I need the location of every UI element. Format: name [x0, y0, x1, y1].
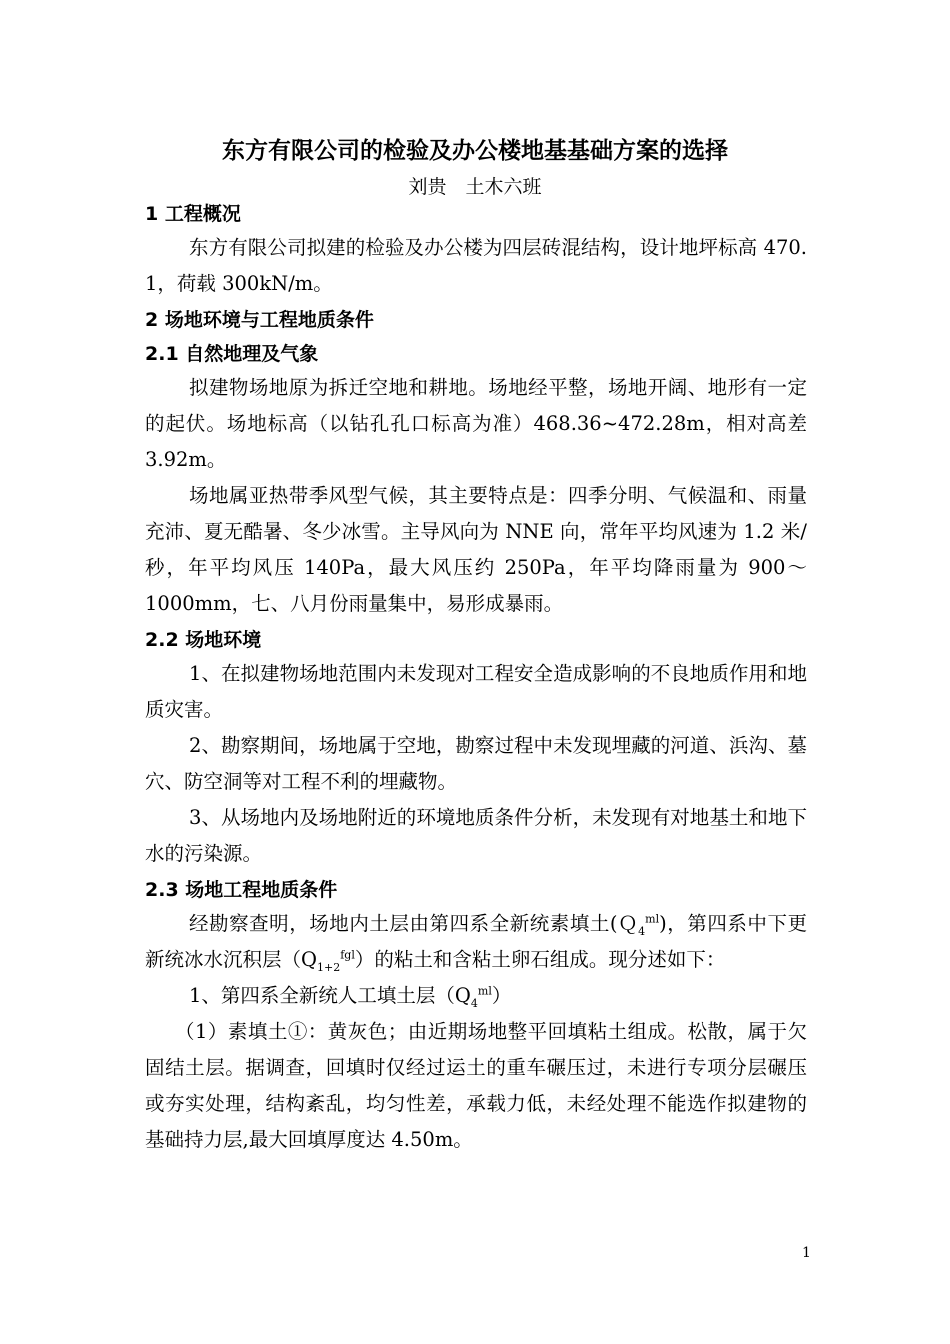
p2-text-a: 1、第四系全新统人工填土层（Q — [189, 984, 471, 1007]
section-2-2-item-2: 2、勘察期间，场地属于空地，勘察过程中未发现埋藏的河道、浜沟、墓穴、防空洞等对工程不利的埋藏物。 — [145, 734, 807, 793]
section-2-2-heading: 2.2 场地环境 — [145, 629, 262, 651]
p1-subscript-1: 4 — [638, 924, 646, 938]
p1-superscript-2: fgl — [340, 948, 355, 962]
p1-text-b: )，第四系中下更新统冰水沉积层（Q — [145, 912, 808, 971]
p2-subscript: 4 — [470, 996, 478, 1010]
p2-superscript: ml — [477, 984, 492, 998]
author-line: 刘贵 土木六班 — [408, 176, 542, 198]
section-2-1-paragraph-1: 拟建物场地原为拆迁空地和耕地。场地经平整，场地开阔、地形有一定的起伏。场地标高（以钻孔孔口标高为准）468.36~472.28m，相对高差 3.92m。 — [145, 376, 807, 471]
section-2-3-paragraph-3: （1）素填土①：黄灰色；由近期场地整平回填粘土组成。松散，属于欠固结土层。据调查，回填时仅经过运土的重车碾压过，未进行专项分层碾压或夯实处理，结构紊乱，均匀性差，承载力低，未经处理不能选作拟建物的基础持力层,最大回填厚度达 4.50m。 — [145, 1020, 807, 1151]
section-2-3-heading: 2.3 场地工程地质条件 — [145, 879, 338, 901]
p2-text-b: ） — [491, 984, 512, 1007]
section-2-3-paragraph-2 — [145, 978, 807, 1014]
document-body — [145, 196, 807, 1158]
section-2-2-item-1: 1、在拟建物场地范围内未发现对工程安全造成影响的不良地质作用和地质灾害。 — [145, 662, 807, 721]
page-number: 1 — [802, 1245, 811, 1261]
section-2-1-paragraph-2: 场地属亚热带季风型气候，其主要特点是：四季分明、气候温和、雨量充沛、夏无酷暑、冬少冰雪。主导风向为 NNE 向，常年平均风速为 1.2 米/秒，年平均风压 140Pa，最大风压约 250Pa，年平均降雨量为 900～1000mm，七、八月份雨量集中，易形成暴雨。 — [145, 484, 807, 615]
section-2-1-heading: 2.1 自然地理及气象 — [145, 343, 319, 365]
section-2-heading: 2 场地环境与工程地质条件 — [145, 309, 374, 331]
p1-text-c: ）的粘土和含粘土卵石组成。现分述如下： — [354, 948, 726, 971]
p1-superscript-1: ml — [645, 912, 660, 926]
section-2-3-paragraph-1 — [145, 906, 807, 978]
section-1-heading: 1 工程概况 — [145, 203, 241, 225]
section-1-paragraph: 东方有限公司拟建的检验及办公楼为四层砖混结构，设计地坪标高 470. 1，荷载 300kN/m。 — [145, 236, 807, 295]
document-title: 东方有限公司的检验及办公楼地基基础方案的选择 — [222, 138, 728, 164]
p1-subscript-2: 1+2 — [317, 960, 341, 974]
section-2-2-item-3: 3、从场地内及场地附近的环境地质条件分析，未发现有对地基土和地下水的污染源。 — [145, 806, 807, 865]
p1-text-a: 经勘察查明，场地内土层由第四系全新统素填土(Ｑ — [189, 912, 639, 935]
